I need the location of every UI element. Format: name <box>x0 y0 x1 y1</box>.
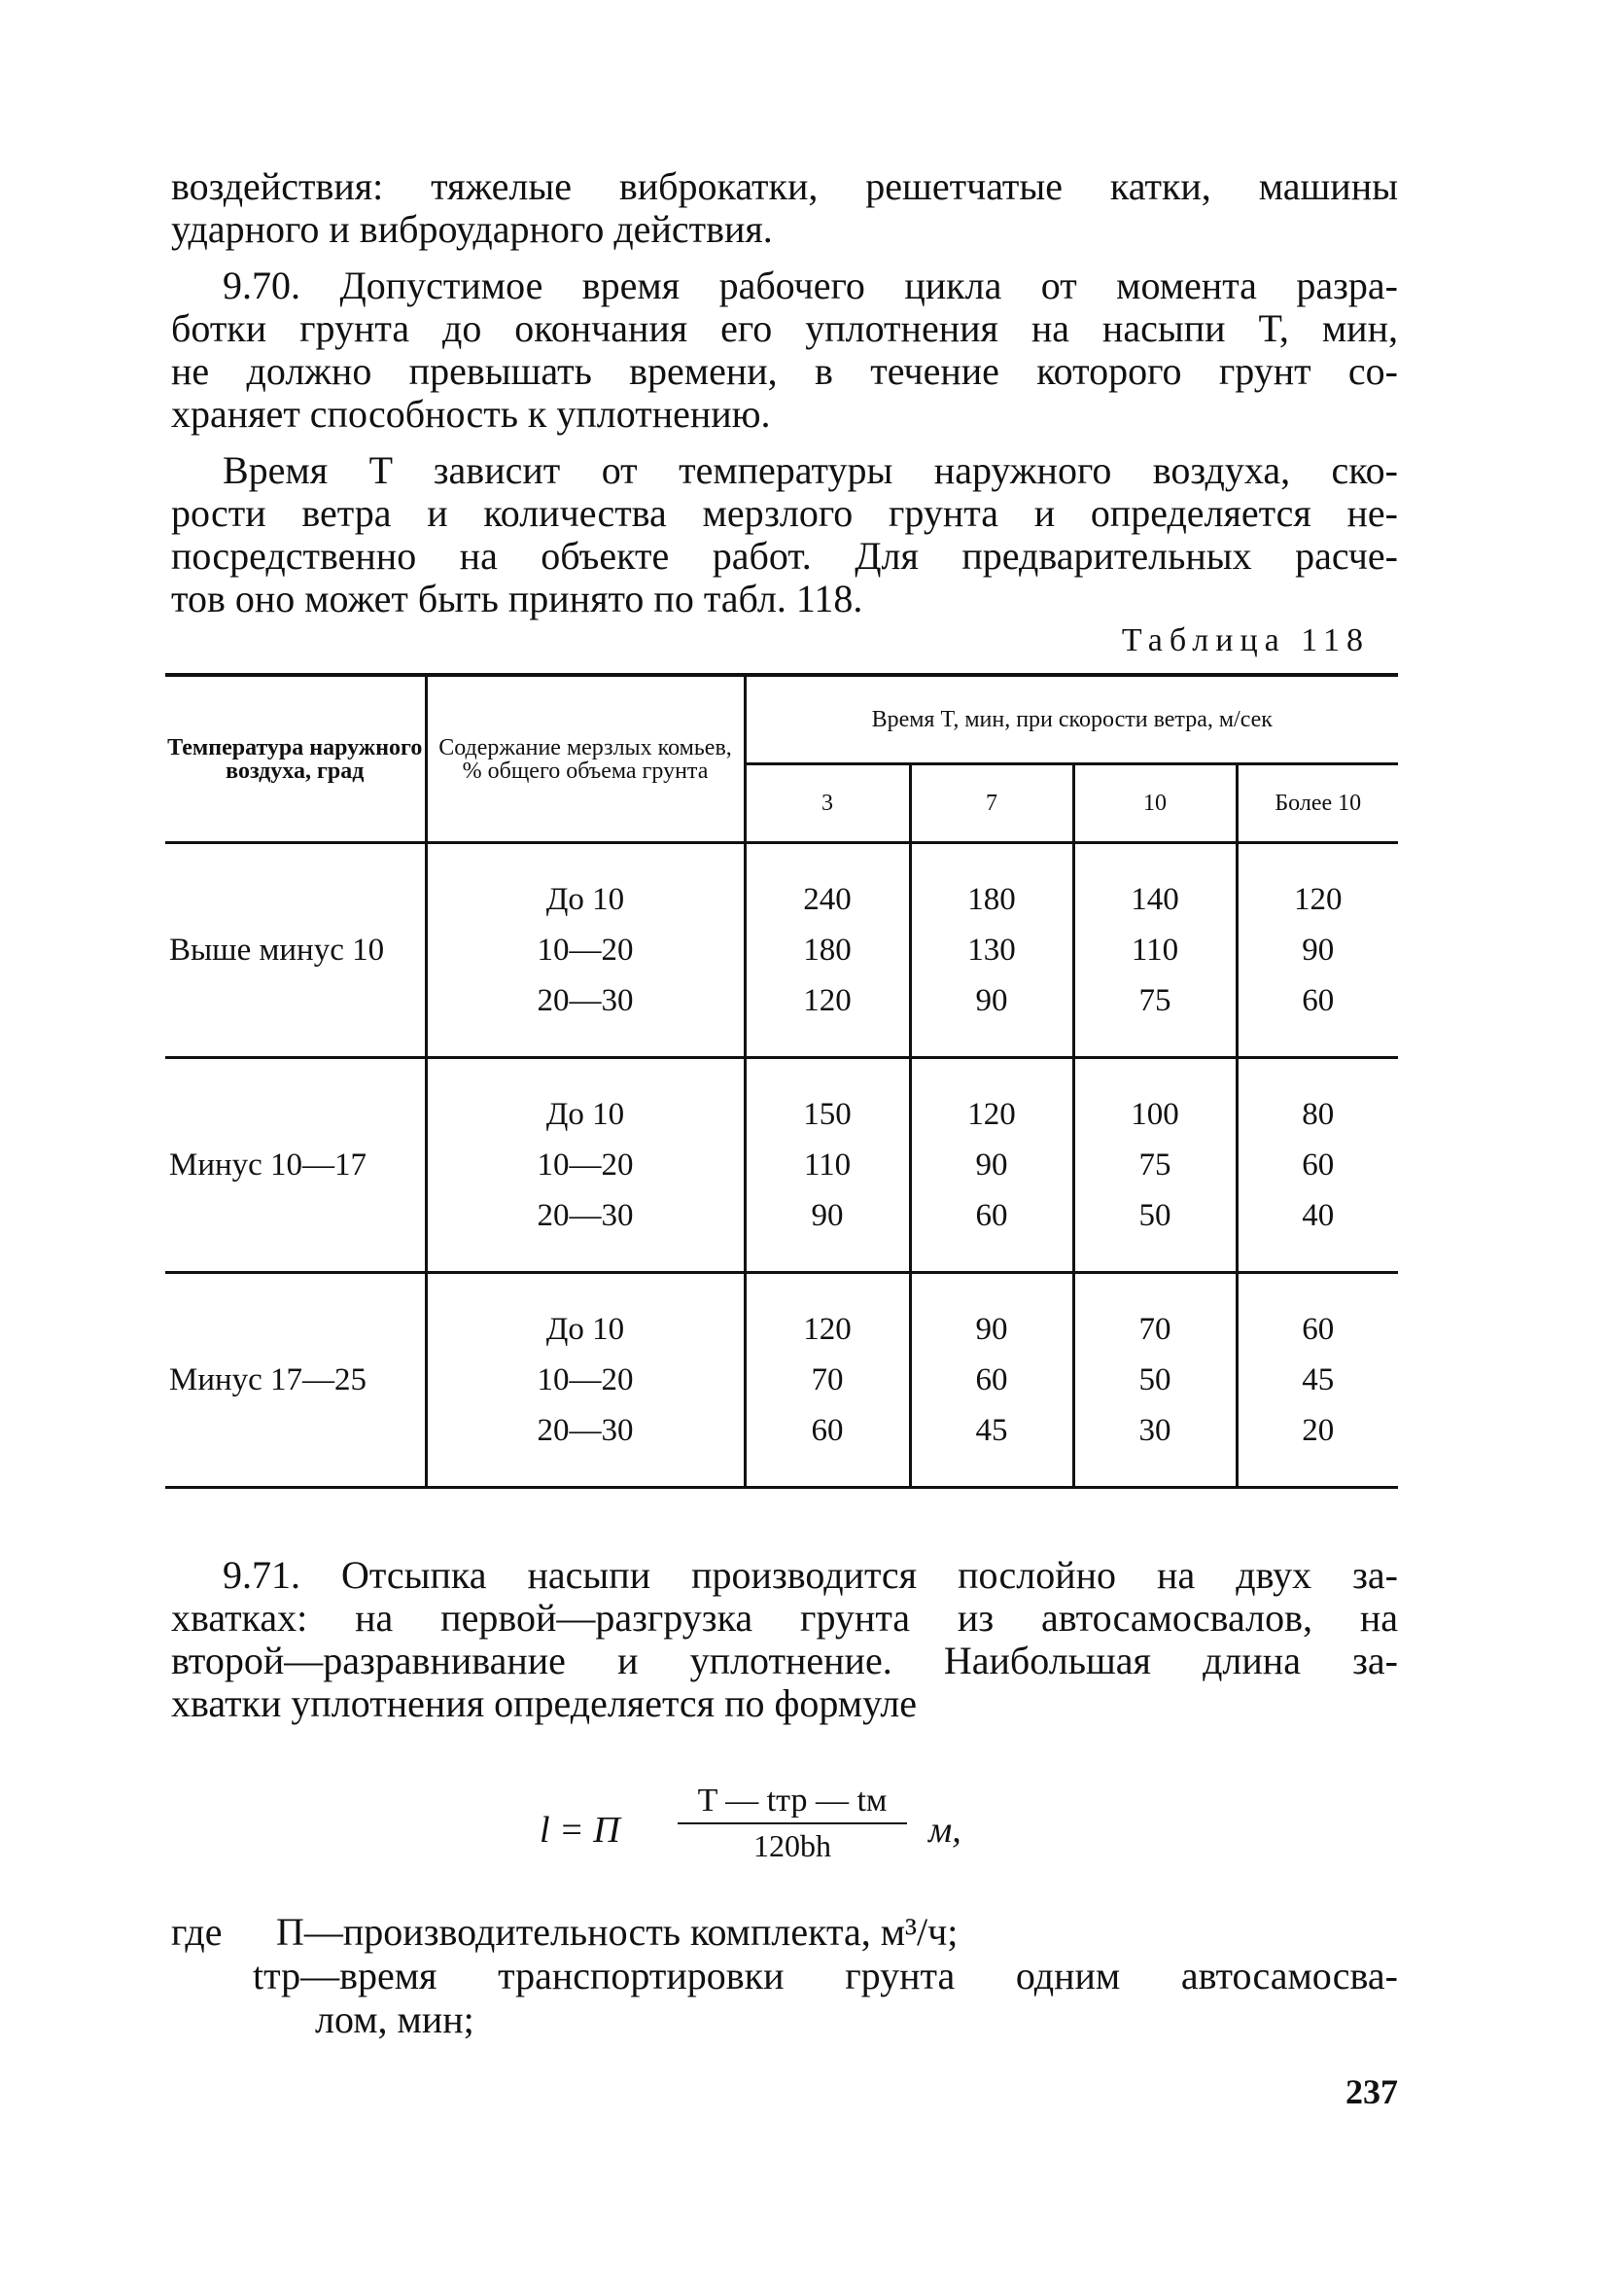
definition-text: tтр—время транспортировки грунта одним автосамосва- <box>253 1954 1398 1997</box>
temperature-cell: Выше минус 10 <box>165 843 426 1058</box>
paragraph-line: воздействия: тяжелые виброкатки, решетчатые катки, машины <box>171 164 1398 208</box>
value-cell: 150 110 90 <box>745 1058 910 1273</box>
value-cell: 120 90 60 <box>1237 843 1398 1058</box>
content-cell: До 10 10—20 20—30 <box>426 1058 745 1273</box>
paragraph-line: хватки уплотнения определяется по формуле <box>171 1681 918 1725</box>
value-cell: 180 130 90 <box>910 843 1073 1058</box>
value-cell: 100 75 50 <box>1073 1058 1237 1273</box>
data-table <box>165 673 1398 1489</box>
formula-denominator: 120bh <box>753 1828 831 1863</box>
definition-text: П—производительность комплекта, м³/ч; <box>276 1910 959 1954</box>
value-cell: 70 50 30 <box>1073 1273 1237 1488</box>
content-cell: До 10 10—20 20—30 <box>426 843 745 1058</box>
table-row-group <box>165 1058 1398 1273</box>
paragraph-line: ударного и виброударного действия. <box>171 207 773 251</box>
definition-row <box>171 1910 1398 1954</box>
paragraph-time <box>171 449 1398 620</box>
header-speed: 10 <box>1073 764 1237 843</box>
header-speed: Более 10 <box>1237 764 1398 843</box>
paragraph-line: рости ветра и количества мерзлого грунта и определяется не- <box>171 491 1398 535</box>
value-cell: 80 60 40 <box>1237 1058 1398 1273</box>
value-cell: 90 60 45 <box>910 1273 1073 1488</box>
paragraph-line: хватках: на первой—разгрузка грунта из автосамосвалов, на <box>171 1596 1398 1640</box>
value-cell: 240 180 120 <box>745 843 910 1058</box>
paragraph-line: Время T зависит от температуры наружного воздуха, ско- <box>223 448 1398 492</box>
value-cell: 120 90 60 <box>910 1058 1073 1273</box>
header-speed: 7 <box>910 764 1073 843</box>
formula-numerator: T — tтр — tм <box>697 1783 888 1819</box>
intro-text <box>171 165 1398 620</box>
paragraph-line: тов оно может быть принято по табл. 118. <box>171 577 863 620</box>
where-label: где <box>171 1910 223 1954</box>
value-cell: 60 45 20 <box>1237 1273 1398 1488</box>
formula-fraction <box>676 1780 909 1867</box>
definitions <box>171 1910 1398 2041</box>
formula-unit: м, <box>928 1810 961 1851</box>
value-cell: 140 110 75 <box>1073 843 1237 1058</box>
table-row-group <box>165 1273 1398 1488</box>
table-row-group <box>165 843 1398 1058</box>
spacer <box>171 1954 253 1997</box>
paragraph-line: 9.70. Допустимое время рабочего цикла от момента разра- <box>223 264 1398 307</box>
value-cell: 120 70 60 <box>745 1273 910 1488</box>
paragraph-9-70 <box>171 265 1398 436</box>
temperature-cell: Минус 17—25 <box>165 1273 426 1488</box>
temperature-cell: Минус 10—17 <box>165 1058 426 1273</box>
table-caption: Таблица 118 <box>1121 622 1370 658</box>
definition-continuation: лом, мин; <box>315 1997 474 2041</box>
paragraph-line: храняет способность к уплотнению. <box>171 392 771 436</box>
header-time: Время T, мин, при скорости ветра, м/сек <box>745 675 1398 764</box>
formula <box>540 1780 1045 1877</box>
header-frozen-content: Содержание мерзлых комьев, % общего объема грунта <box>426 675 745 843</box>
formula-lhs: l = П <box>540 1810 620 1851</box>
paragraph-9-71 <box>171 1554 1398 1725</box>
content-cell: До 10 10—20 20—30 <box>426 1273 745 1488</box>
definition-row <box>171 1954 1398 1997</box>
paragraph-line: второй—разравнивание и уплотнение. Наибольшая длина за- <box>171 1639 1398 1682</box>
page-number: 237 <box>1345 2072 1398 2111</box>
paragraph-line: посредственно на объекте работ. Для предварительных расче- <box>171 534 1398 578</box>
paragraph-line: ботки грунта до окончания его уплотнения на насыпи T, мин, <box>171 306 1398 350</box>
paragraph-line: не должно превышать времени, в течение которого грунт со- <box>171 349 1398 393</box>
paragraph-line: 9.71. Отсыпка насыпи производится послойно на двух за- <box>223 1553 1398 1597</box>
header-speed: 3 <box>745 764 910 843</box>
header-temperature: Температура наружного воздуха, град <box>165 675 426 843</box>
